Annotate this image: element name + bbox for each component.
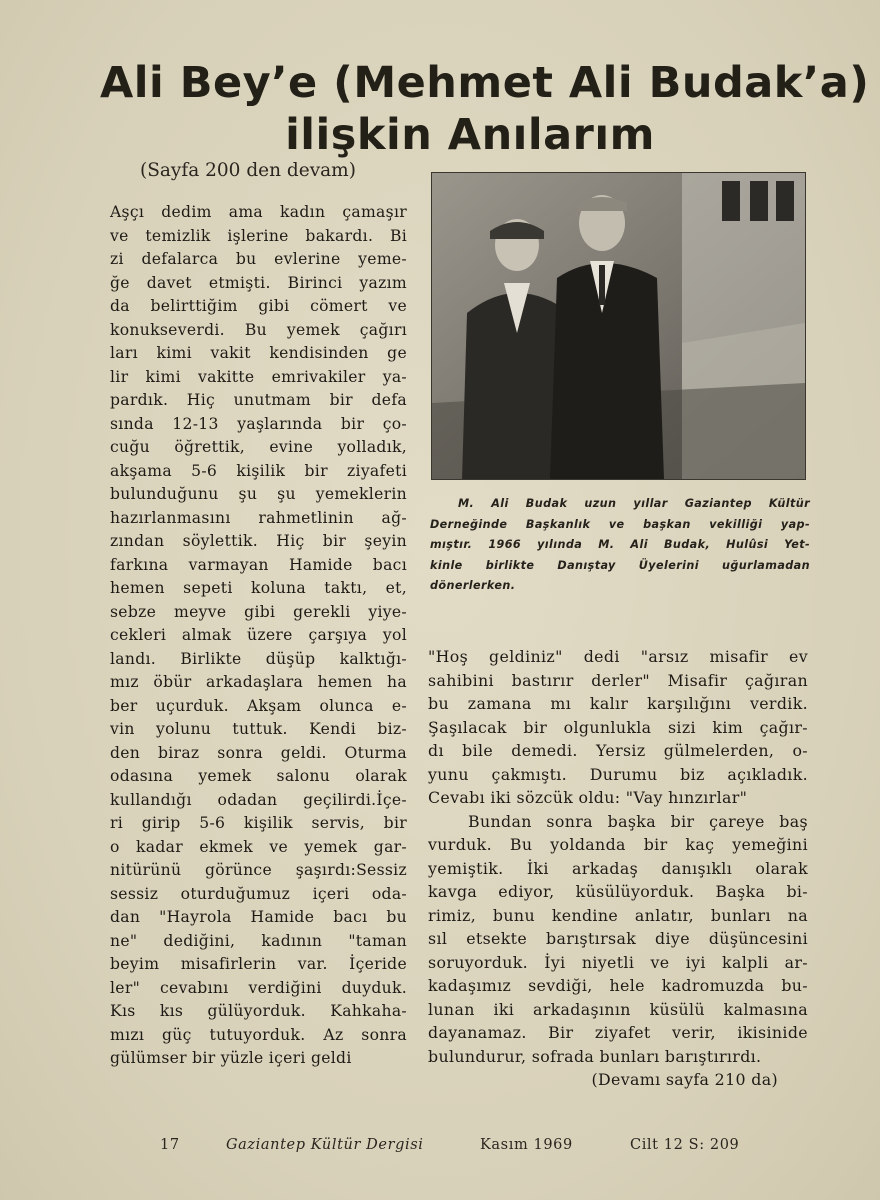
text-line: ve temizlik işlerine bakardı. Bi <box>110 226 407 245</box>
text-line: cekleri almak üzere çarşıya yol <box>110 626 407 644</box>
text-line: landı. Birlikte düşüp kalktığı- <box>110 649 407 668</box>
text-line: lunan iki arkadaşının küsülü kalmasına <box>428 999 808 1019</box>
text-line: nitürünü görünce şaşırdı:Sessiz <box>110 861 407 879</box>
text-line: pardık. Hiç unutmam bir defa <box>110 391 407 409</box>
text-line: kullandığı odadan geçilirdi.İçe- <box>110 790 407 809</box>
text-line: sessiz oturduğumuz içeri oda- <box>110 884 407 903</box>
text-line: odasına yemek salonu olarak <box>110 767 407 785</box>
page-number: 17 <box>160 1137 180 1153</box>
right-text-column <box>428 645 808 1092</box>
article-title-line-1: Ali Bey’e (Mehmet Ali Budak’a) <box>100 58 870 108</box>
text-line: kadaşımız sevdiği, hele kadromuzda bu- <box>428 976 808 995</box>
article-title-line-2: ilişkin Anılarım <box>285 110 655 160</box>
text-line: yunu çakmıştı. Durumu biz açıkladık. <box>428 764 808 784</box>
text-line: zından söylettik. Hiç bir şeyin <box>110 532 407 550</box>
text-line: Kıs kıs gülüyorduk. Kahkaha- <box>110 1002 407 1020</box>
text-line: bulundurur, sofrada bunları barıştırırdı. <box>428 1046 762 1066</box>
text-line: zi defalarca bu evlerine yeme- <box>110 250 407 268</box>
page-footer <box>160 1137 760 1157</box>
text-line: sahibini bastırır derler" Misafir çağıran <box>428 670 808 690</box>
left-text-column <box>110 201 407 1071</box>
text-line: Şaşılacak bir olgunlukla sizi kim çağır- <box>428 717 808 737</box>
text-line: ler" cevabını verdiğini duyduk. <box>110 978 407 997</box>
text-line: o kadar ekmek ve yemek gar- <box>110 837 407 856</box>
text-line: den biraz sonra geldi. Oturma <box>110 743 407 762</box>
caption-line: mıştır. 1966 yılında M. Ali Budak, Hulûsi Yet- <box>430 538 810 551</box>
text-line: ber uçurduk. Akşam olunca e- <box>110 696 407 715</box>
text-line: dı bile demedi. Yersiz gülmelerden, o- <box>428 741 808 760</box>
text-line: Bundan sonra başka bir çareye baş <box>468 811 808 831</box>
text-line: sebze meyve gibi gerekli yiye- <box>110 602 407 621</box>
photo-two-men-image <box>432 173 805 479</box>
text-line: kavga ediyor, küsülüyorduk. Başka bi- <box>428 882 808 901</box>
text-line: hemen sepeti koluna taktı, et, <box>110 579 407 597</box>
text-line: akşama 5-6 kişilik bir ziyafeti <box>110 461 407 480</box>
caption-line: dönerlerken. <box>430 579 516 592</box>
text-line: beyim misafirlerin var. İçeride <box>110 955 407 973</box>
text-line: vin yolunu tuttuk. Kendi biz- <box>110 720 407 738</box>
text-line: sıl etsekte barıştırsak diye düşüncesini <box>428 929 808 948</box>
text-line: lir kimi vakitte emrivakiler ya- <box>110 367 407 386</box>
photo-caption <box>430 494 810 597</box>
text-line: Cevabı iki sözcük oldu: "Vay hınzırlar" <box>428 788 748 807</box>
text-line: ne" dediğini, kadının "taman <box>110 931 407 950</box>
text-line: ğe davet etmişti. Birinci yazım <box>110 273 407 292</box>
text-line: sında 12-13 yaşlarında bir ço- <box>110 414 407 433</box>
text-line: da belirttiğim gibi cömert ve <box>110 297 407 315</box>
text-line: gülümser bir yüzle içeri geldi <box>110 1049 352 1067</box>
text-line: rimiz, bunu kendine anlatır, bunları na <box>428 905 808 925</box>
text-line: hazırlanmasını rahmetlinin ağ- <box>110 508 407 527</box>
article-photo <box>431 172 806 480</box>
text-line: "Hoş geldiniz" dedi "arsız misafir ev <box>428 647 808 666</box>
issue-date: Kasım 1969 <box>480 1137 573 1153</box>
caption-line: Derneğinde Başkanlık ve başkan vekilliği yap- <box>430 517 810 531</box>
text-line: ri girip 5-6 kişilik servis, bir <box>110 814 407 832</box>
text-line: soruyorduk. İyi niyetli ve iyi kalpli ar- <box>428 952 808 972</box>
text-line: Aşçı dedim ama kadın çamaşır <box>110 203 407 221</box>
text-line: dayanamaz. Bir ziyafet verir, ikisinide <box>428 1023 808 1042</box>
text-line: cuğu öğrettik, evine yolladık, <box>110 438 407 456</box>
caption-line: kinle birlikte Danıştay Üyelerini uğurlamadan <box>430 558 810 572</box>
text-line: mızı güç tutuyorduk. Az sonra <box>110 1025 407 1044</box>
journal-name: Gaziantep Kültür Dergisi <box>226 1137 424 1153</box>
text-line: yemiştik. İki arkadaş danışıklı olarak <box>428 858 808 878</box>
text-line: bulunduğunu şu şu yemeklerin <box>110 485 407 503</box>
text-line: ları kimi vakit kendisinden ge <box>110 344 407 362</box>
text-line: mız öbür arkadaşlara hemen ha <box>110 673 407 691</box>
caption-line: M. Ali Budak uzun yıllar Gaziantep Kültür <box>458 497 810 510</box>
text-line: dan "Hayrola Hamide bacı bu <box>110 908 407 926</box>
text-line: bu zamana mı kalır karşılığını verdik. <box>428 694 808 713</box>
continued-from-note: (Sayfa 200 den devam) <box>140 160 356 181</box>
continued-to-note: (Devamı sayfa 210 da) <box>591 1070 778 1089</box>
text-line: farkına varmayan Hamide bacı <box>110 555 407 574</box>
text-line: konukseverdi. Bu yemek çağırı <box>110 320 407 339</box>
text-line: vurduk. Bu yoldanda bir kaç yemeğini <box>428 835 808 854</box>
volume-issue: Cilt 12 S: 209 <box>630 1137 740 1153</box>
